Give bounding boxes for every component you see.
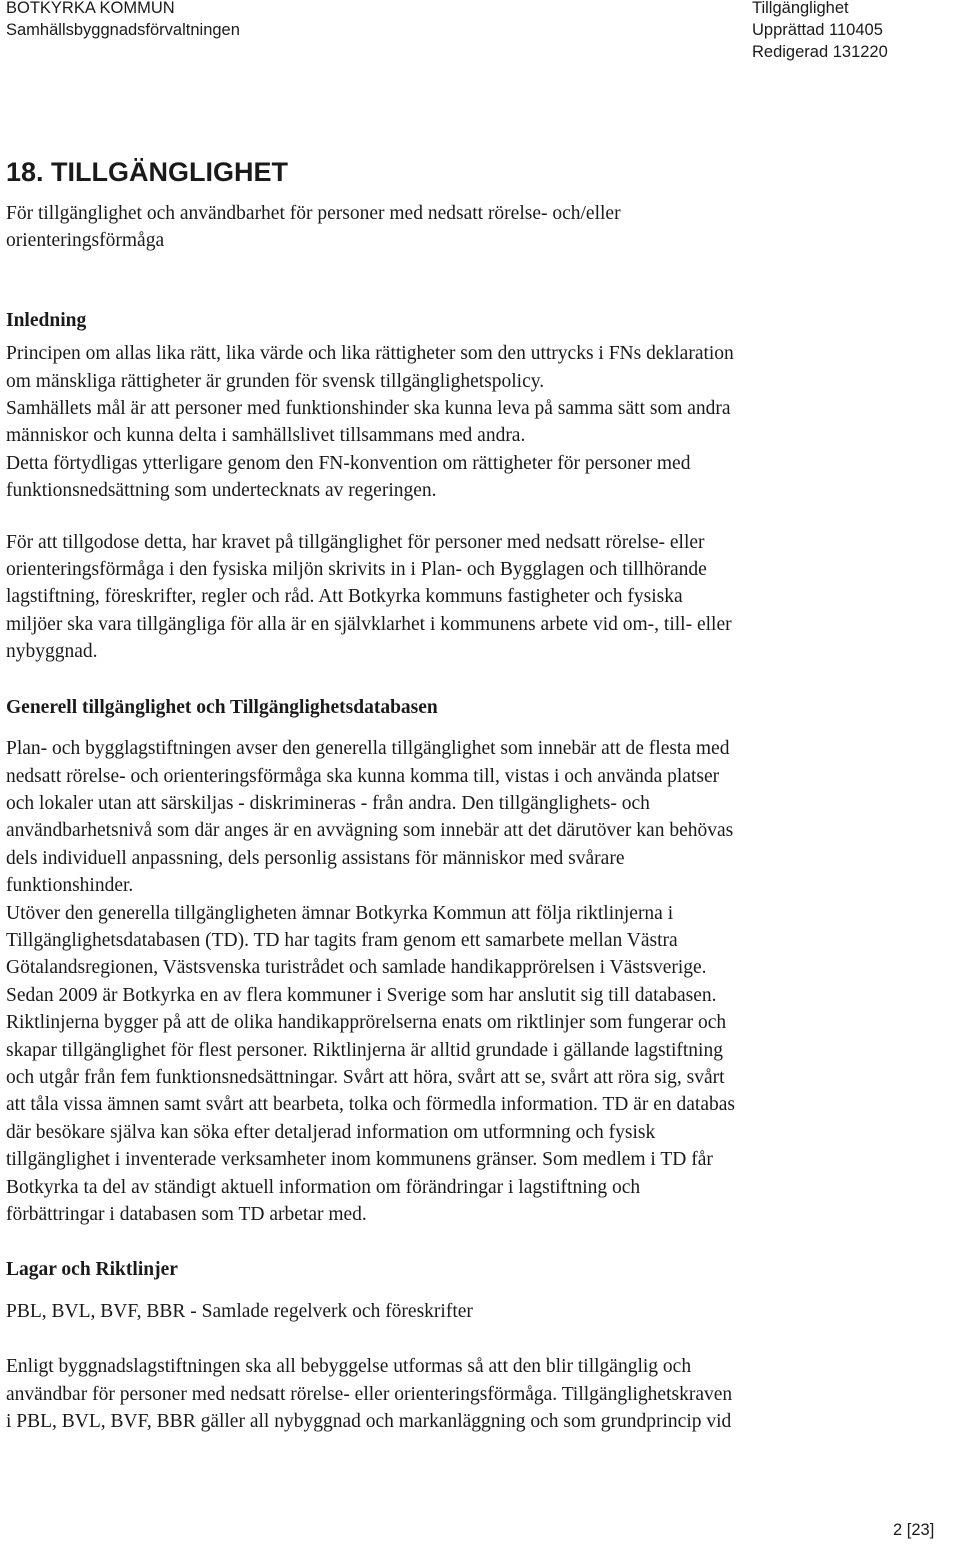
text-line: och utgår från fem funktionsnedsättningar. Svårt att höra, svårt att se, svårt att röra sig, svårt xyxy=(6,1066,725,1088)
heading-inledning: Inledning xyxy=(6,309,87,331)
paragraph-generell xyxy=(6,735,946,1228)
text-line: orienteringsförmåga i den fysiska miljön skrivits in i Plan- och Bygglagen och tillhörande xyxy=(6,559,707,581)
text-line: där besökare själva kan söka efter detaljerad information om utformning och fysisk xyxy=(6,1121,656,1143)
text-line: Botkyrka ta del av ständigt aktuell information om förändringar i lagstiftning och xyxy=(6,1176,641,1198)
subheading-regelverk xyxy=(6,1298,946,1325)
text-line: Götalandsregionen, Västsvenska turistrådet och samlade handikapprörelsen i Västsverige. xyxy=(6,957,707,979)
text-line: nedsatt rörelse- och orienteringsförmåga ska kunna komma till, vistas i och använda platser xyxy=(6,765,720,787)
paragraph-inledning-2 xyxy=(6,529,946,666)
text-line: Principen om allas lika rätt, lika värde och lika rättigheter som den uttrycks i FNs deklaration xyxy=(6,343,734,365)
text-line: användbarhetsnivå som där anges är en avvägning som innebär att det därutöver kan behövas xyxy=(6,820,734,842)
text-line: För tillgänglighet och användbarhet för personer med nedsatt rörelse- och/eller xyxy=(6,203,621,224)
text-line: orienteringsförmåga xyxy=(6,230,165,252)
text-line: miljöer ska vara tillgängliga för alla är en självklarhet i kommunens arbete vid om-, till- eller xyxy=(6,613,732,635)
paragraph-lagar xyxy=(6,1353,946,1435)
text-line: i PBL, BVL, BVF, BBR gäller all nybyggnad och markanläggning och som grundprincip vid xyxy=(6,1411,732,1433)
text-line: förbättringar i databasen som TD arbetar med. xyxy=(6,1204,367,1225)
document-body xyxy=(6,152,946,1459)
text-line: funktionsnedsättning som undertecknats av regeringen. xyxy=(6,480,437,502)
header-created-date: Upprättad 110405 xyxy=(752,21,883,39)
text-line: Enligt byggnadslagstiftningen ska all bebyggelse utformas så att den blir tillgänglig och xyxy=(6,1356,692,1378)
text-line: användbar för personer med nedsatt rörelse- eller orienteringsförmåga. Tillgänglighetskraven xyxy=(6,1383,733,1405)
text-line: Riktlinjerna bygger på att de olika handikapprörelserna enats om riktlinjer som fungerar och xyxy=(6,1012,727,1034)
text-line: funktionshinder. xyxy=(6,875,134,897)
text-line: tillgänglighet i inventerade verksamheter inom kommunens gränser. Som medlem i TD får xyxy=(6,1149,713,1171)
header-edited-date: Redigerad 131220 xyxy=(752,43,888,61)
text-line: Sedan 2009 är Botkyrka en av flera kommuner i Sverige som har anslutit sig till databasen. xyxy=(6,984,717,1006)
page-number: 2 [23] xyxy=(893,1521,935,1539)
header-department: Samhällsbyggnadsförvaltningen xyxy=(6,21,240,39)
text-line: människor och kunna delta i samhällslivet tillsammans med andra. xyxy=(6,425,526,447)
header-left xyxy=(6,0,240,41)
text-line: lagstiftning, föreskrifter, regler och råd. Att Botkyrka kommuns fastigheter och fysiska xyxy=(6,586,683,608)
paragraph-inledning-1 xyxy=(6,340,946,504)
section-title: 18. TILLGÄNGLIGHET xyxy=(6,157,289,187)
text-line: om mänskliga rättigheter är grunden för svensk tillgänglighetspolicy. xyxy=(6,370,545,392)
text-line: Detta förtydligas ytterligare genom den FN-konvention om rättigheter för personer med xyxy=(6,452,691,474)
text-line: För att tillgodose detta, har kravet på tillgänglighet för personer med nedsatt rörelse- eller xyxy=(6,531,705,553)
text-line: PBL, BVL, BVF, BBR - Samlade regelverk och föreskrifter xyxy=(6,1300,473,1322)
heading-lagar-och-riktlinjer: Lagar och Riktlinjer xyxy=(6,1259,178,1281)
heading-generell-tillganglighet: Generell tillgänglighet och Tillgänglighetsdatabasen xyxy=(6,696,438,718)
page-header xyxy=(0,0,960,70)
header-org: BOTKYRKA KOMMUN xyxy=(6,0,175,17)
text-line: dels individuell anpassning, dels personlig assistans för människor med svårare xyxy=(6,847,625,869)
text-line: att tåla vissa ämnen samt svårt att bearbeta, tolka och förmedla information. TD är en databas xyxy=(6,1094,736,1116)
text-line: nybyggnad. xyxy=(6,641,98,663)
text-line: Samhällets mål är att personer med funktionshinder ska kunna leva på samma sätt som andra xyxy=(6,398,731,420)
text-line: skapar tillgänglighet för flest personer. Riktlinjerna är alltid grundade i gällande lagstiftning xyxy=(6,1039,723,1061)
text-line: Utöver den generella tillgängligheten ämnar Botkyrka Kommun att följa riktlinjerna i xyxy=(6,902,674,924)
text-line: Tillgänglighetsdatabasen (TD). TD har tagits fram genom ett samarbete mellan Västra xyxy=(6,929,678,951)
text-line: och lokaler utan att särskiljas - diskrimineras - från andra. Den tillgänglighets- och xyxy=(6,792,650,814)
header-doc-title: Tillgänglighet xyxy=(752,0,849,17)
header-right xyxy=(752,0,888,63)
text-line: Plan- och bygglagstiftningen avser den generella tillgänglighet som innebär att de flesta med xyxy=(6,738,730,760)
section-intro xyxy=(6,200,946,255)
